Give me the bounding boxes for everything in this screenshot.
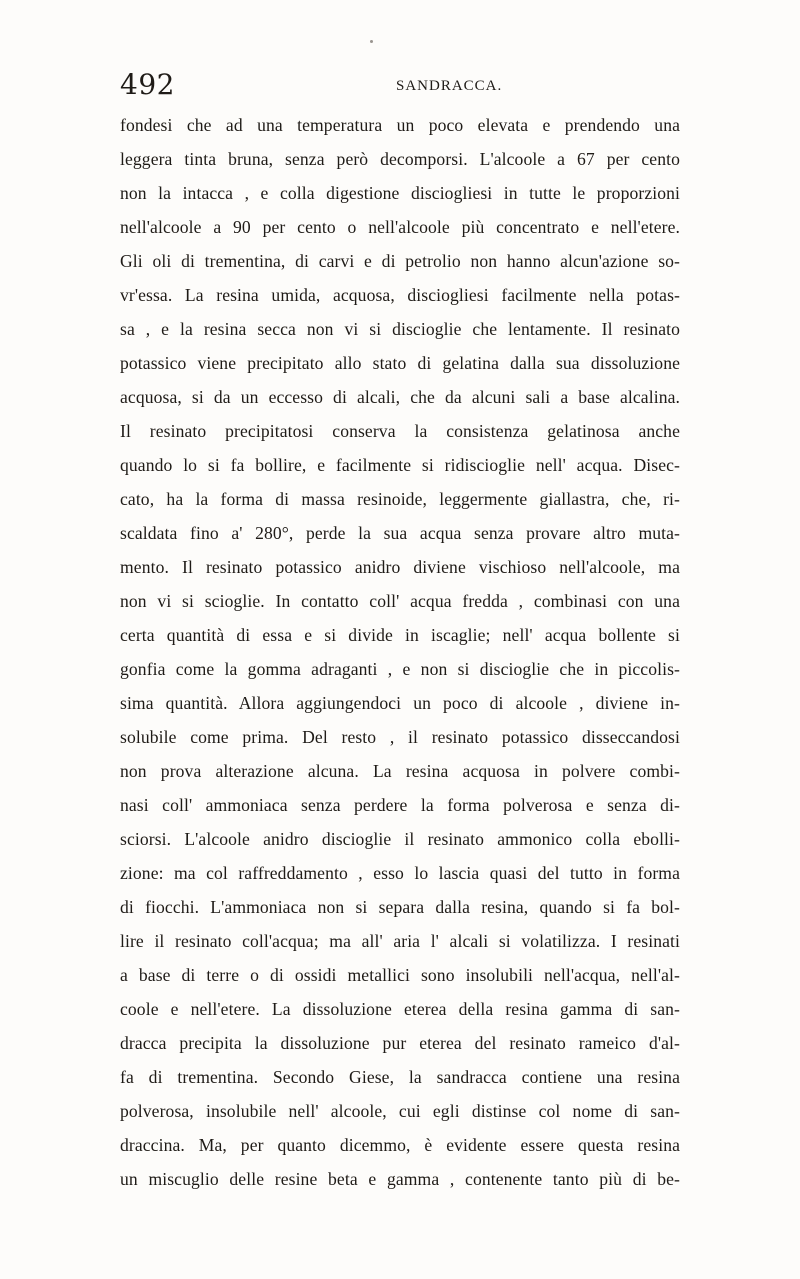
text-line: polverosa, insolubile nell' alcoole, cui egli distinse col nome di san-: [120, 1101, 680, 1121]
text-line: scaldata fino a' 280°, perde la sua acqua senza provare altro muta-: [120, 523, 680, 543]
text-line: Gli oli di trementina, di carvi e di petrolio non hanno alcun'azione so-: [120, 251, 680, 271]
text-line: un miscuglio delle resine beta e gamma , contenente tanto più di be-: [120, 1169, 680, 1189]
text-line: nasi coll' ammoniaca senza perdere la forma polverosa e senza di-: [120, 795, 680, 815]
text-line: fa di trementina. Secondo Giese, la sandracca contiene una resina: [120, 1067, 680, 1087]
text-line: dracca precipita la dissoluzione pur eterea del resinato rameico d'al-: [120, 1033, 680, 1053]
text-line: acquosa, si da un eccesso di alcali, che da alcuni sali a base alcalina.: [120, 387, 680, 407]
text-line: non vi si scioglie. In contatto coll' acqua fredda , combinasi con una: [120, 591, 680, 611]
text-line: di fiocchi. L'ammoniaca non si separa dalla resina, quando si fa bol-: [120, 897, 680, 917]
text-line: coole e nell'etere. La dissoluzione eterea della resina gamma di san-: [120, 999, 680, 1019]
page-header: [120, 68, 680, 108]
text-line: draccina. Ma, per quanto dicemmo, è evidente essere questa resina: [120, 1135, 680, 1155]
text-line: Il resinato precipitatosi conserva la consistenza gelatinosa anche: [120, 421, 680, 441]
text-line: lire il resinato coll'acqua; ma all' aria l' alcali si volatilizza. I resinati: [120, 931, 680, 951]
page-number: 492: [120, 68, 175, 101]
text-line: a base di terre o di ossidi metallici sono insolubili nell'acqua, nell'al-: [120, 965, 680, 985]
text-line: non prova alterazione alcuna. La resina acquosa in polvere combi-: [120, 761, 680, 781]
running-head: SANDRACCA.: [396, 78, 503, 94]
text-line: potassico viene precipitato allo stato di gelatina dalla sua dissoluzione: [120, 353, 680, 373]
text-line: sciorsi. L'alcoole anidro discioglie il resinato ammonico colla ebolli-: [120, 829, 680, 849]
text-line: sa , e la resina secca non vi si discioglie che lentamente. Il resinato: [120, 319, 680, 339]
text-line: vr'essa. La resina umida, acquosa, disciogliesi facilmente nella potas-: [120, 285, 680, 305]
text-line: sima quantità. Allora aggiungendoci un poco di alcoole , diviene in-: [120, 693, 680, 713]
text-line: cato, ha la forma di massa resinoide, leggermente giallastra, che, ri-: [120, 489, 680, 509]
text-line: zione: ma col raffreddamento , esso lo lascia quasi del tutto in forma: [120, 863, 680, 883]
text-line: certa quantità di essa e si divide in iscaglie; nell' acqua bollente si: [120, 625, 680, 645]
text-line: fondesi che ad una temperatura un poco elevata e prendendo una: [120, 115, 680, 135]
text-line: mento. Il resinato potassico anidro diviene vischioso nell'alcoole, ma: [120, 557, 680, 577]
text-line: leggera tinta bruna, senza però decomporsi. L'alcoole a 67 per cento: [120, 149, 680, 169]
text-line: non la intacca , e colla digestione disciogliesi in tutte le proporzioni: [120, 183, 680, 203]
text-line: solubile come prima. Del resto , il resinato potassico disseccandosi: [120, 727, 680, 747]
text-line: nell'alcoole a 90 per cento o nell'alcoole più concentrato e nell'etere.: [120, 217, 680, 237]
text-line: quando lo si fa bollire, e facilmente si ridiscioglie nell' acqua. Disec-: [120, 455, 680, 475]
text-line: gonfia come la gomma adraganti , e non si discioglie che in piccolis-: [120, 659, 680, 679]
ink-speck: [370, 40, 373, 43]
